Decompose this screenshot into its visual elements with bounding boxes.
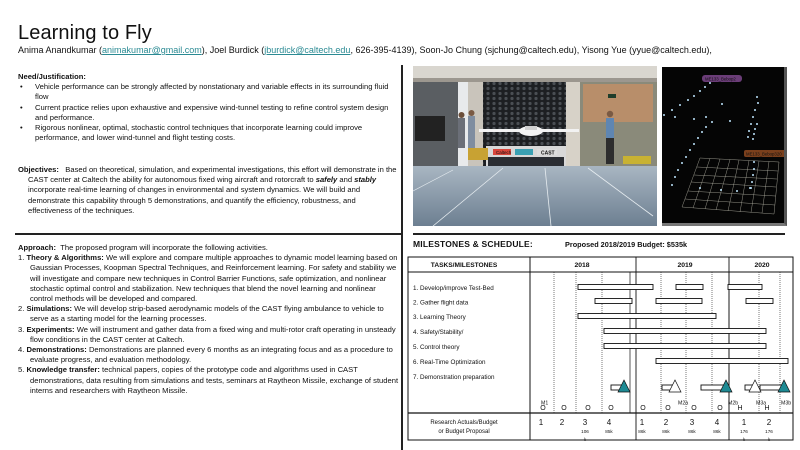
author-email: sjchung@caltech.edu — [487, 45, 574, 55]
mocap-marker-dot — [704, 86, 706, 88]
horizontal-divider-left — [15, 233, 402, 235]
photo-person — [458, 118, 465, 148]
mocap-marker-dot — [757, 102, 759, 104]
budget-quarter-number: 2 — [663, 418, 669, 427]
gantt-task-label: 6. Real-Time Optimization — [413, 359, 486, 366]
approach-item — [18, 304, 400, 324]
objectives-text: incorporate real-time learning of changes in environmental and system dynamics. We will build and demonstrate this capability through 5 demonstrations, and quantify the efficiency, robustness, and effectiveness of the techniques. — [28, 185, 361, 215]
photo-floor — [413, 166, 657, 226]
mocap-marker-dot — [756, 123, 758, 125]
authors-line: Anima Anandkumar (animakumar@gmail.com), Joel Burdick (jburdick@caltech.edu, 626-395-4139), Soon-Jo Chung (sjchung@caltech.edu), Yisong Yue (yyue@caltech.edu), — [18, 45, 712, 55]
quarter-marker: O — [540, 405, 546, 412]
quarter-marker: O — [608, 405, 614, 412]
approach-item-number: 4. — [18, 345, 25, 355]
lab-photo-illustration — [413, 66, 657, 226]
author-email-link[interactable]: animakumar@gmail.com — [102, 45, 202, 55]
mocap-marker-dot — [674, 176, 676, 178]
document-title: Learning to Fly — [18, 22, 152, 44]
mocap-marker-dot — [747, 136, 749, 138]
need-bullet-list — [18, 82, 398, 143]
objectives-emphasis: safely — [315, 175, 338, 185]
gantt-task-label: 5. Control theory — [413, 344, 460, 351]
approach-item-title: Knowledge transfer: — [26, 365, 100, 375]
author-phone: 626-395-4139 — [355, 45, 412, 55]
mocap-marker-dot — [709, 82, 711, 84]
gantt-task-bar — [728, 285, 762, 290]
budget-quarter-amount: 85k — [605, 429, 613, 434]
photo-banner-label: CAST — [541, 150, 555, 157]
quarter-marker: O — [585, 405, 591, 412]
mocap-illustration — [662, 67, 787, 226]
approach-item-number: 3. — [18, 324, 25, 334]
mocap-marker-dot — [679, 104, 681, 106]
gantt-year-2020: 2020 — [754, 262, 770, 269]
need-bullet: • Rigorous nonlinear, optimal, stochastic control techniques that incorporate learning could improve performance, and lower wind-tunnel and flight testing costs. — [18, 123, 398, 143]
mocap-marker-dot — [711, 121, 713, 123]
budget-quarter-number: 2 — [559, 418, 565, 427]
budget-row-label: Research Actuals/Budget — [430, 420, 498, 426]
objectives-emphasis: stably — [354, 175, 377, 185]
approach-item-text: We will develop strip-based aerodynamic models of the CAST flying ambulance to vehicle to serve as a starting model for the learning processes. — [30, 304, 384, 324]
mocap-marker-dot — [671, 184, 673, 186]
mocap-label: ME133_Bebop320 — [746, 151, 782, 157]
mocap-marker-dot — [754, 128, 756, 130]
gantt-task-bar — [746, 299, 773, 304]
gantt-budget-quarters — [539, 418, 774, 442]
gantt-task-label: 7. Demonstration preparation — [413, 374, 495, 381]
mocap-marker-dot — [720, 189, 722, 191]
milestone-label-m2b: M2b — [728, 400, 739, 407]
mocap-marker-dot — [685, 156, 687, 158]
quarter-marker: O — [717, 405, 723, 412]
budget-quarter-number: 3 — [689, 418, 695, 427]
gantt-task-bar — [676, 285, 703, 290]
budget-quarter-number: 1 — [741, 418, 747, 427]
mocap-marker-dot — [697, 137, 699, 139]
lab-photo — [413, 66, 657, 226]
gantt-task-bar — [604, 329, 766, 334]
mocap-marker-dot — [729, 120, 731, 122]
milestone-label-m3b: M3b — [781, 400, 792, 407]
gantt-task-bar — [656, 299, 702, 304]
need-bullet: • Vehicle performance can be strongly affected by nonstationary and variable effects in its surrounding fluid flow — [18, 82, 398, 102]
author-name: Joel Burdick — [209, 45, 259, 55]
budget-row-label: or Budget Proposal — [438, 429, 490, 435]
mocap-marker-dot — [705, 116, 707, 118]
approach-intro: The proposed program will incorporate the following activities. — [60, 243, 268, 252]
approach-section — [18, 243, 400, 396]
budget-quarter-number: 1 — [538, 418, 544, 427]
budget-quarter-amount-unit: k — [742, 437, 746, 442]
need-justification-section — [18, 72, 398, 143]
mocap-marker-dot — [705, 126, 707, 128]
mocap-marker-dot — [754, 109, 756, 111]
budget-quarter-amount-unit: k — [767, 437, 771, 442]
budget-quarter-amount: 106 — [581, 429, 589, 434]
objectives-text: Based on theoretical, simulation, and experimental investigations, this effort will demonstrate in the CAST center at Caltech the ability for autonomous fixed wing aircraft and rotorcraft to — [28, 165, 397, 185]
approach-item-title: Simulations: — [26, 304, 73, 314]
objectives-section — [18, 165, 400, 216]
mocap-marker-dot — [701, 131, 703, 133]
quarter-marker: O — [640, 405, 646, 412]
need-header: Need/Justification: — [18, 72, 86, 81]
budget-quarter-number: 4 — [606, 418, 612, 427]
gantt-task-label: 3. Learning Theory — [413, 314, 466, 321]
need-bullet: • Current practice relies upon exhaustive and expensive wind-tunnel testing to refine control system design and performance. — [18, 103, 398, 123]
gantt-task-bar — [578, 314, 716, 319]
gantt-task-label: 1. Develop/improve Test-Bed — [413, 285, 494, 292]
approach-list — [18, 253, 400, 396]
mocap-marker-dot — [693, 118, 695, 120]
mocap-marker-dot — [671, 109, 673, 111]
gantt-year-2019: 2019 — [677, 262, 693, 269]
budget-quarter-amount: 86k — [638, 429, 646, 434]
gantt-task-label: 2. Gather flight data — [413, 299, 469, 307]
author-email-link[interactable]: jburdick@caltech.edu — [264, 45, 351, 55]
budget-quarter-number: 4 — [714, 418, 720, 427]
gantt-milestones — [611, 380, 790, 392]
quarter-marker: O — [561, 405, 567, 412]
approach-item-number: 1. — [18, 253, 25, 263]
vertical-divider — [401, 65, 403, 450]
milestones-budget: Proposed 2018/2019 Budget: $535k — [565, 240, 688, 249]
author-name: Anima Anandkumar — [18, 45, 97, 55]
approach-item-number: 2. — [18, 304, 25, 314]
mocap-marker-dot — [752, 138, 754, 140]
approach-item — [18, 365, 400, 396]
approach-item-number: 5. — [18, 365, 25, 375]
gantt-task-bar — [656, 359, 788, 364]
mocap-marker-dot — [752, 116, 754, 118]
approach-item — [18, 253, 400, 304]
mocap-marker-dot — [753, 161, 755, 163]
budget-quarter-amount: 176 — [740, 429, 748, 434]
approach-item — [18, 345, 400, 365]
milestone-label-m1: M1 — [541, 400, 549, 407]
mocap-marker-dot — [721, 103, 723, 105]
author-name: Soon-Jo Chung — [419, 45, 483, 55]
budget-quarter-amount: 86k — [662, 429, 670, 434]
mocap-marker-dot — [699, 187, 701, 189]
photo-person — [468, 116, 475, 150]
approach-item-title: Demonstrations: — [26, 345, 87, 355]
mocap-marker-dot — [750, 123, 752, 125]
approach-item-text: Demonstrations are planned every 6 months as an integrating focus and as a procedure to evaluate progress, and evaluation methodology. — [30, 345, 393, 365]
gantt-task-bar — [604, 344, 766, 349]
mocap-label: ME133_Bebop2 — [705, 76, 736, 82]
budget-quarter-number: 1 — [639, 418, 645, 427]
quarter-marker: H — [737, 405, 743, 412]
mocap-marker-dot — [681, 162, 683, 164]
gantt-task-bar — [595, 299, 632, 304]
mocap-marker-dot — [677, 169, 679, 171]
mocap-marker-dot — [753, 133, 755, 135]
mocap-marker-points — [663, 78, 759, 192]
budget-quarter-amount: 86k — [688, 429, 696, 434]
photo-banner-label: Caltech — [496, 150, 512, 155]
budget-quarter-amount-unit: k — [583, 437, 587, 442]
mocap-marker-dot — [663, 114, 665, 116]
milestone-bar — [760, 385, 782, 390]
mocap-marker-dot — [693, 143, 695, 145]
milestone-label-m3a: M3a — [756, 400, 767, 407]
mocap-marker-dot — [749, 187, 751, 189]
author-name: Yisong Yue — [581, 45, 627, 55]
approach-item — [18, 325, 400, 345]
mocap-marker-dot — [699, 90, 701, 92]
objectives-text: and — [337, 175, 355, 185]
milestone-label-m2a: M2a — [678, 400, 689, 407]
gantt-quarter-gridlines — [554, 272, 780, 413]
budget-quarter-number: 2 — [766, 418, 772, 427]
approach-item-text: We will explore and compare multiple approaches to dynamic model learning based on Gaussian Processes, Koopman Spectral Techniques, and Reinforcement learning. For safety and stability we will investigate and compare new techniques in Control Barrier Functions, safe optimization, and nonlinear stochastic optimal control and stabilization. New techniques that blend the novel learning and nonlinear control methods will be developed and compared. — [30, 253, 398, 304]
approach-header: Approach: — [18, 243, 56, 252]
gantt-year-2018: 2018 — [574, 262, 590, 269]
objectives-header: Objectives: — [18, 165, 59, 174]
budget-quarter-number: 3 — [582, 418, 588, 427]
mocap-grid — [682, 158, 779, 214]
approach-item-text: technical papers, copies of the prototype code and algorithms used in CAST demonstrations, data resulting from simulations and tests, seminars at Raytheon Missile, exchange of student interns and researchers with Raytheon Missile. — [30, 365, 399, 395]
gantt-task-label: 4. Safety/Stability/ — [413, 329, 464, 336]
author-email: yyue@caltech.edu — [632, 45, 707, 55]
mocap-marker-dot — [736, 190, 738, 192]
budget-quarter-amount: 86k — [713, 429, 721, 434]
approach-item-text: We will instrument and gather data from a fixed wing and multi-rotor craft operating in unsteady flow conditions in the CAST center at Caltech. — [30, 324, 396, 344]
mocap-marker-dot — [689, 149, 691, 151]
mocap-marker-dot — [751, 181, 753, 183]
gantt-task-bar — [578, 285, 653, 290]
mocap-marker-dot — [756, 96, 758, 98]
mocap-marker-dot — [693, 95, 695, 97]
quarter-marker: O — [665, 405, 671, 412]
gantt-bars — [578, 285, 788, 364]
mocap-marker-dot — [753, 168, 755, 170]
quarter-marker: H — [764, 405, 770, 412]
horizontal-divider-right — [413, 233, 785, 235]
mocap-marker-dot — [752, 174, 754, 176]
mocap-marker-dot — [674, 116, 676, 118]
approach-item-title: Experiments: — [26, 324, 75, 334]
mocap-marker-dot — [687, 99, 689, 101]
budget-quarter-amount: 176 — [765, 429, 773, 434]
milestones-title: MILESTONES & SCHEDULE: — [413, 239, 533, 249]
motion-capture-visualization — [662, 67, 787, 226]
mocap-marker-dot — [748, 130, 750, 132]
gantt-header-tasks: TASKS/MILESTONES — [430, 262, 498, 269]
approach-item-title: Theory & Algorithms: — [26, 253, 104, 263]
quarter-marker: O — [691, 405, 697, 412]
